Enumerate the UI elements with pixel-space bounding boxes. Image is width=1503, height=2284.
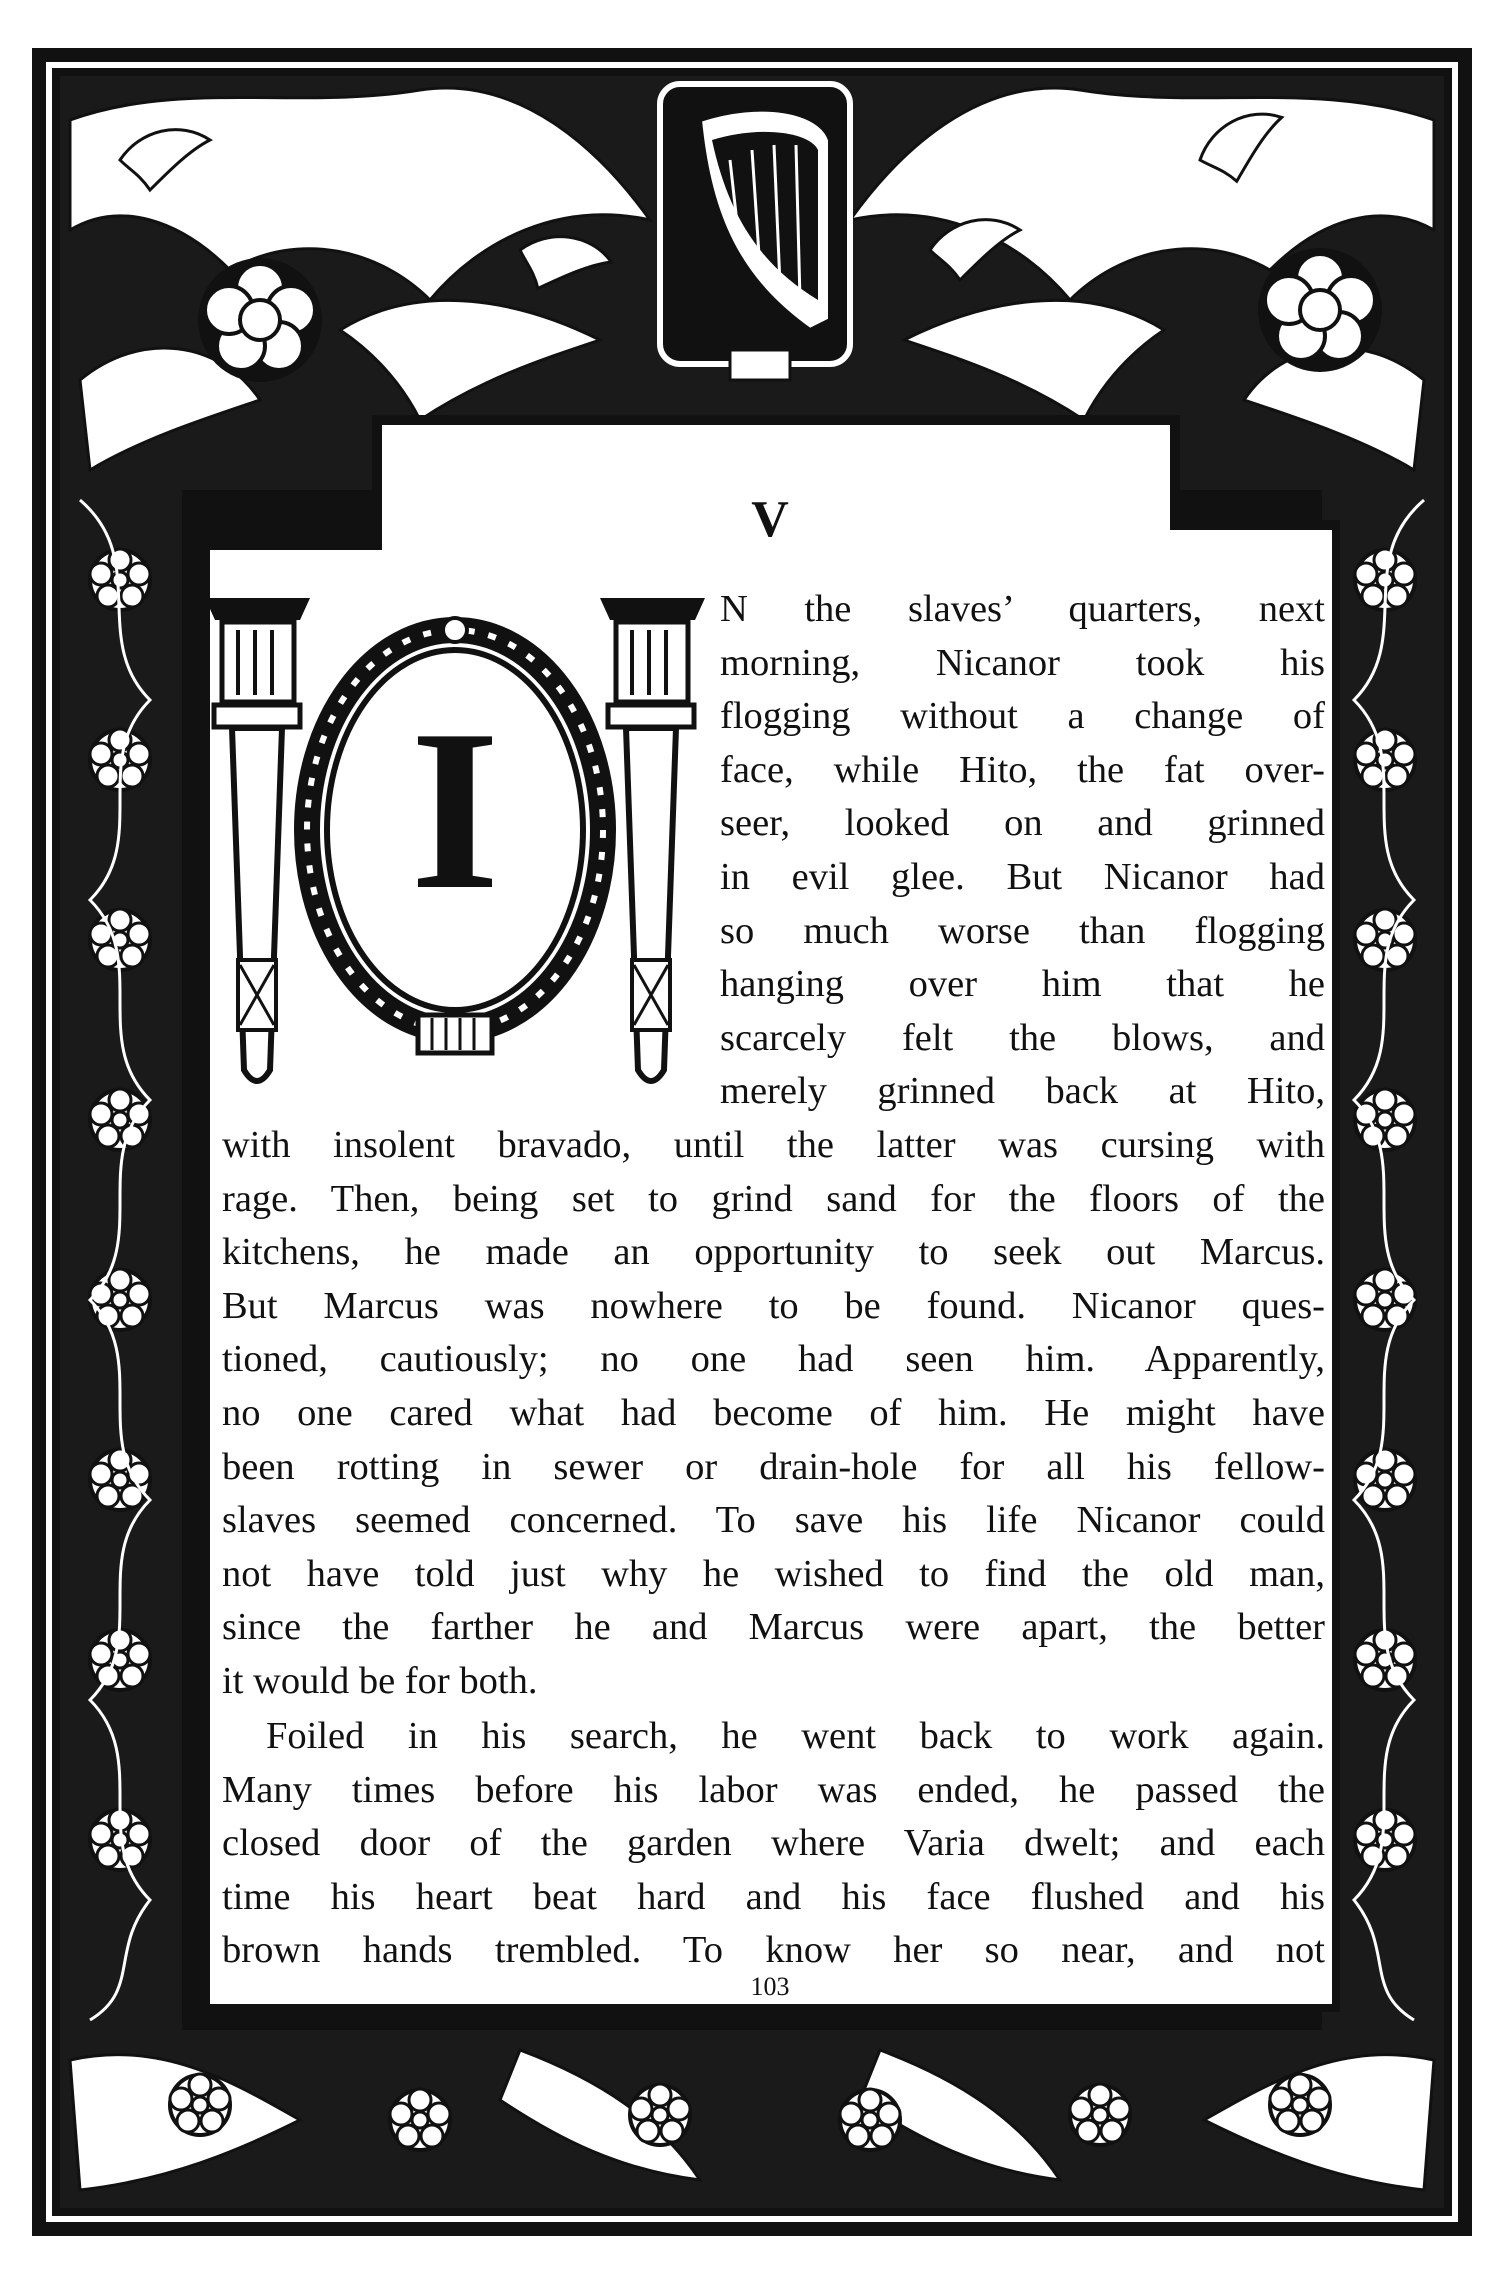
text-line: But Marcus was nowhere to be found. Nicanor ques- — [222, 1284, 1325, 1327]
text-line: merely grinned back at Hito, — [720, 1070, 1325, 1113]
text-line: morning, Nicanor took his — [720, 641, 1325, 684]
text-line: closed door of the garden where Varia dwelt; and each — [222, 1822, 1325, 1865]
text-line: Many times before his labor was ended, he passed the — [222, 1768, 1325, 1811]
text-line: been rotting in sewer or drain-hole for all his fellow- — [222, 1445, 1325, 1488]
text-line: since the farther he and Marcus were apart, the better — [222, 1606, 1325, 1649]
paragraph-2 — [222, 1710, 1325, 1978]
text-line: Foiled in his search, he went back to work again. — [266, 1715, 1325, 1757]
text-line: with insolent bravado, until the latter was cursing with — [222, 1124, 1325, 1166]
text-line: face, while Hito, the fat over- — [720, 748, 1325, 791]
text-line: scarcely felt the blows, and — [720, 1016, 1325, 1059]
drop-cap-letter: I — [410, 682, 500, 937]
text-line: N the slaves’ quarters, next — [720, 588, 1325, 630]
text-line: rage. Then, being set to grind sand for the floors of the — [222, 1177, 1325, 1220]
text-line: so much worse than flogging — [720, 909, 1325, 952]
text-line: no one cared what had become of him. He might have — [222, 1391, 1325, 1434]
text-line: brown hands trembled. To know her so near, and not — [222, 1929, 1325, 1972]
text-line: time his heart beat hard and his face flushed and his — [222, 1875, 1325, 1918]
text-line: hanging over him that he — [720, 963, 1325, 1006]
paragraph-1-wrapped — [720, 583, 1325, 1119]
text-line: it would be for both. — [222, 1659, 538, 1702]
text-line: in evil glee. But Nicanor had — [720, 855, 1325, 898]
text-line: slaves seemed concerned. To save his life Nicanor could — [222, 1499, 1325, 1542]
text-line: kitchens, he made an opportunity to seek out Marcus. — [222, 1231, 1325, 1274]
text-line: not have told just why he wished to find the old man, — [222, 1552, 1325, 1595]
page-number: 103 — [750, 1972, 790, 2001]
chapter-heading: V — [751, 491, 789, 548]
paragraph-1-continued — [222, 1119, 1325, 1709]
text-line: flogging without a change of — [720, 695, 1325, 738]
text-line: seer, looked on and grinned — [720, 802, 1325, 845]
text-line: tioned, cautiously; no one had seen him. Apparently, — [222, 1338, 1325, 1381]
